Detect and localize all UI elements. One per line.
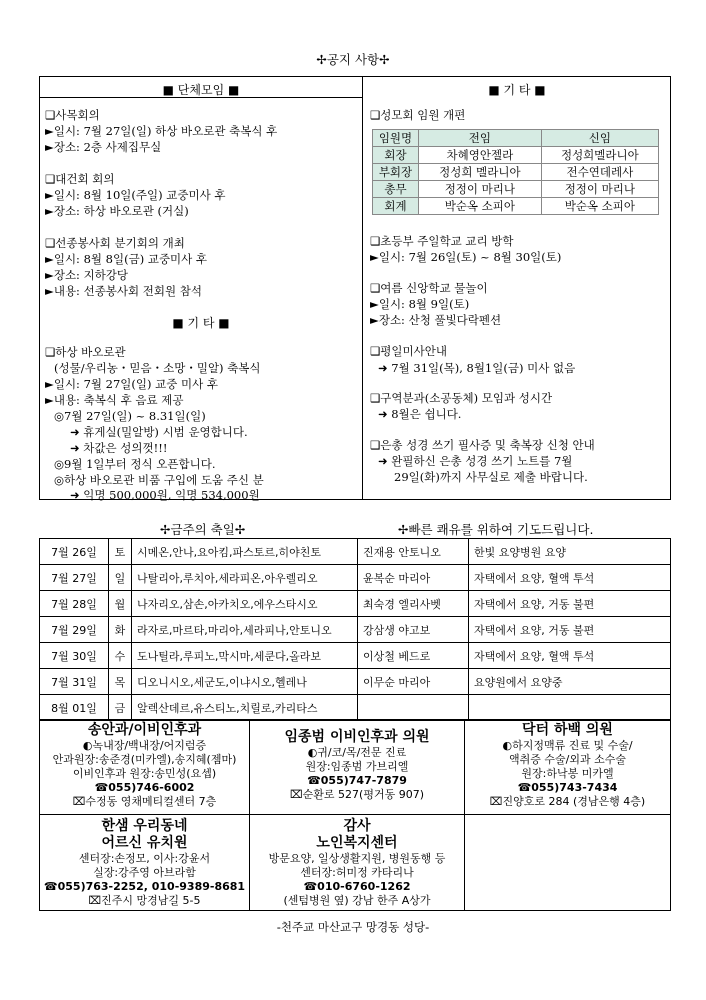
notice-line: ►내용: 축복식 후 음료 제공	[45, 393, 184, 407]
feast-row	[40, 539, 671, 565]
officers-cell: 정정이 마리나	[419, 181, 542, 198]
officers-cell: 박순옥 소피아	[419, 198, 542, 215]
officers-role-cell: 부회장	[373, 164, 419, 181]
feast-row	[40, 591, 671, 617]
notice-line: ►일시: 7월 26일(토) ~ 8월 30일(토)	[370, 250, 562, 264]
ad-phone: ☎010-6760-1262	[303, 880, 411, 893]
feast-date: 7월 28일	[40, 591, 109, 617]
ad-line: 방문요양, 일상생활지원, 병원동행 등	[268, 852, 446, 865]
feast-saints: 시메온,안나,요아킴,파스토르,히야친토	[132, 539, 358, 565]
feast-saints: 알렉산데르,유스티노,치릴로,카리타스	[132, 695, 358, 721]
ad-phone: ☎055)743-7434	[517, 781, 618, 794]
notice-line: ➜ 완필하신 은총 성경 쓰기 노트를 7월	[378, 454, 573, 468]
notice-line: ►장소: 하상 바오로관 (거실)	[45, 204, 189, 218]
officers-row	[373, 147, 659, 164]
patient-status: 한빛 요양병원 요양	[469, 539, 671, 565]
notice-line: ►일시: 7월 27일(일) 교중 미사 후	[45, 377, 219, 391]
officers-cell: 차혜영안젤라	[419, 147, 542, 164]
notice-line: ❑대건회 회의	[45, 172, 115, 186]
patient-status: 요양원에서 요양중	[469, 669, 671, 695]
notice-line: ◎하상 바오로관 비품 구입에 도움 주신 분	[54, 473, 264, 487]
notice-line: ◎7월 27일(일) ~ 8.31일(일)	[54, 409, 206, 423]
notice-line: ➜ 8월은 쉽니다.	[378, 407, 462, 421]
feast-saints: 라자로,마르타,마리아,세라피나,안토니오	[132, 617, 358, 643]
notice-box	[39, 76, 671, 500]
ad-line: 실장:강주영 아브라함	[93, 866, 196, 879]
patient-name: 진재용 안토니오	[358, 539, 469, 565]
ad-phone: ☎055)747-7879	[307, 774, 407, 787]
ad-line: 원장:하낙봉 미카엘	[521, 767, 614, 780]
feast-weekday: 화	[109, 617, 132, 643]
patient-name: 윤복순 마리아	[358, 565, 469, 591]
patient-name: 이상철 베드로	[358, 643, 469, 669]
notice-line: ➜ 7월 31일(목), 8월1일(금) 미사 없음	[378, 361, 576, 375]
feast-row	[40, 565, 671, 591]
feast-date: 8월 01일	[40, 695, 109, 721]
group-meeting-header: ■ 단체모임 ■	[162, 83, 240, 97]
patient-name	[358, 695, 469, 721]
ad-line: 센터장:허미정 카타리나	[300, 866, 414, 879]
notice-line: ►장소: 2층 사제집무실	[45, 140, 162, 154]
notice-line: ➜ 휴게실(밀알방) 시범 운영합니다.	[70, 425, 248, 439]
feast-weekday: 금	[109, 695, 132, 721]
healing-title: ✢빠른 쾌유를 위하여 기도드립니다.	[398, 522, 594, 537]
ad-line: ◐하지정맥류 진료 및 수술/	[502, 739, 633, 752]
notice-line: ►일시: 8월 9일(토)	[370, 297, 470, 311]
notice-left-column	[40, 77, 362, 502]
feast-saints: 도나틸라,루피노,막시마,세쿤다,올라보	[132, 643, 358, 669]
notice-line: ❑하상 바오로관	[45, 345, 126, 359]
ad-name: 송안과/이비인후과	[87, 722, 202, 738]
officers-header-cell: 전임	[419, 130, 542, 147]
officers-table	[372, 129, 659, 215]
etc-header-left: ■ 기 타 ■	[172, 316, 230, 330]
ad-address: ⌧진양호로 284 (경남은행 4층)	[489, 795, 646, 808]
officers-row	[373, 164, 659, 181]
notice-line: ►일시: 7월 27일(일) 하상 바오로관 축복식 후	[45, 124, 278, 138]
officers-header-cell: 신임	[541, 130, 658, 147]
ad-line: ◐녹내장/백내장/어지럼증	[82, 739, 207, 752]
ad-phone: ☎055)763-2252, 010-9389-8681	[43, 880, 246, 893]
ad-address: ⌧수정동 영채메티컬센터 7층	[72, 795, 217, 808]
feast-row	[40, 695, 671, 721]
notice-line: ❑여름 신앙학교 물놀이	[370, 281, 488, 295]
notice-line: ❑평일미사안내	[370, 344, 447, 358]
ad-line: ◐귀/코/목/전문 진료	[307, 746, 407, 759]
officers-role-cell: 회장	[373, 147, 419, 164]
patient-status: 자택에서 요양, 혈액 투석	[469, 643, 671, 669]
officers-cell: 정성희멜라니아	[541, 147, 658, 164]
notice-line: (성물/우리농・믿음・소망・밀알) 축복식	[54, 361, 261, 375]
ad-line: 센터장:손정모, 이사:강윤서	[78, 852, 211, 865]
patient-status	[469, 695, 671, 721]
ad-habaek-clinic	[465, 722, 670, 809]
officers-cell: 전수연데레사	[541, 164, 658, 181]
feast-saints: 디오니시오,세군도,이냐시오,헬레나	[132, 669, 358, 695]
feast-weekday: 월	[109, 591, 132, 617]
ad-name: 감사	[343, 818, 371, 834]
notice-line: ►일시: 8월 10일(주일) 교중미사 후	[45, 188, 226, 202]
ad-lim-clinic	[250, 729, 464, 802]
patient-status: 자택에서 요양, 거동 불편	[469, 591, 671, 617]
feast-row	[40, 669, 671, 695]
footer: -천주교 마산교구 망경동 성당-	[276, 920, 430, 934]
notice-line: ►장소: 지하강당	[45, 268, 129, 282]
officers-role-cell: 회계	[373, 198, 419, 215]
ad-address: (센텀병원 옆) 강남 한주 A상가	[283, 894, 431, 907]
notice-line: ❑은총 성경 쓰기 필사증 및 축복장 신청 안내	[370, 438, 595, 452]
feast-weekday: 수	[109, 643, 132, 669]
ad-name-line2: 노인복지센터	[316, 835, 398, 851]
officers-row	[373, 181, 659, 198]
feast-date: 7월 31일	[40, 669, 109, 695]
patient-name: 이무순 마리아	[358, 669, 469, 695]
officers-header-row	[373, 130, 659, 147]
ad-name: 임종범 이비인후과 의원	[284, 729, 430, 745]
ad-gamsa-center	[250, 818, 464, 908]
feast-title: ✢금주의 축일✢	[160, 522, 246, 537]
ad-line: 이비인후과 원장:송민성(요셉)	[72, 767, 217, 780]
ad-address: ⌧진주시 망경남길 5-5	[88, 894, 201, 907]
officers-cell: 박순옥 소피아	[541, 198, 658, 215]
column-divider	[362, 77, 363, 499]
ad-line: 안과원장:송준경(미카엘),송지혜(젬마)	[52, 753, 237, 766]
ad-line: 원장:임종범 가브리엘	[305, 760, 409, 773]
patient-status: 자택에서 요양, 거동 불편	[469, 617, 671, 643]
officers-role-cell: 총무	[373, 181, 419, 198]
ad-hansaem-center	[40, 818, 249, 908]
feast-weekday: 토	[109, 539, 132, 565]
ad-name: 닥터 하백 의원	[522, 722, 613, 738]
feast-saints: 나탈리아,루치아,세라피온,아우렐리오	[132, 565, 358, 591]
feast-row	[40, 617, 671, 643]
notice-line: ❑구역분과(소공동체) 모임과 성시간	[370, 391, 553, 405]
officers-row	[373, 198, 659, 215]
header-divider	[40, 97, 362, 98]
feast-date: 7월 26일	[40, 539, 109, 565]
feast-row	[40, 643, 671, 669]
feast-weekday: 일	[109, 565, 132, 591]
notice-line: ►내용: 선종봉사회 전회원 참석	[45, 284, 202, 298]
page-title: ✢공지 사항✢	[316, 52, 390, 67]
feast-weekday: 목	[109, 669, 132, 695]
notice-line: ➜ 익명 500,000원, 익명 534,000원	[70, 488, 260, 502]
ad-line: 액취증 수술/외과 소수술	[509, 753, 626, 766]
ad-name-line2: 어르신 유치원	[101, 835, 188, 851]
notice-line: ►장소: 산청 풀빛다락펜션	[370, 313, 502, 327]
etc-header-right: ■ 기 타 ■	[488, 83, 546, 97]
patient-status: 자택에서 요양, 혈액 투석	[469, 565, 671, 591]
officers-cell: 정정이 마리나	[541, 181, 658, 198]
ad-phone: ☎055)746-6002	[94, 781, 195, 794]
ads-row-divider	[40, 814, 670, 815]
officers-cell: 정성희 멜라니아	[419, 164, 542, 181]
officers-header-cell: 임원명	[373, 130, 419, 147]
notice-line: ❑사목회의	[45, 108, 100, 122]
ad-address: ⌧순환로 527(평거동 907)	[290, 788, 424, 801]
feast-table	[39, 538, 671, 721]
notice-line: ◎9월 1일부터 정식 오픈합니다.	[54, 457, 216, 471]
officers-title: ❑성모회 임원 개편	[370, 108, 466, 122]
feast-saints: 나자리오,삼손,아카치오,에우스타시오	[132, 591, 358, 617]
notice-line: ❑선종봉사회 분기회의 개최	[45, 236, 185, 250]
feast-date: 7월 29일	[40, 617, 109, 643]
notice-line: ➜ 차값은 성의껏!!!	[70, 441, 168, 455]
notice-right-column	[364, 77, 670, 499]
patient-name: 강삼생 야고보	[358, 617, 469, 643]
feast-date: 7월 30일	[40, 643, 109, 669]
ad-song-clinic	[40, 722, 249, 809]
patient-name: 최숙경 엘리사벳	[358, 591, 469, 617]
feast-date: 7월 27일	[40, 565, 109, 591]
notice-line: 29일(화)까지 사무실로 제출 바랍니다.	[394, 470, 588, 484]
notice-line: ❑초등부 주일학교 교리 방학	[370, 234, 514, 248]
notice-line: ►일시: 8월 8일(금) 교중미사 후	[45, 252, 208, 266]
ad-name: 한샘 우리동네	[101, 818, 188, 834]
ads-box	[39, 719, 671, 911]
